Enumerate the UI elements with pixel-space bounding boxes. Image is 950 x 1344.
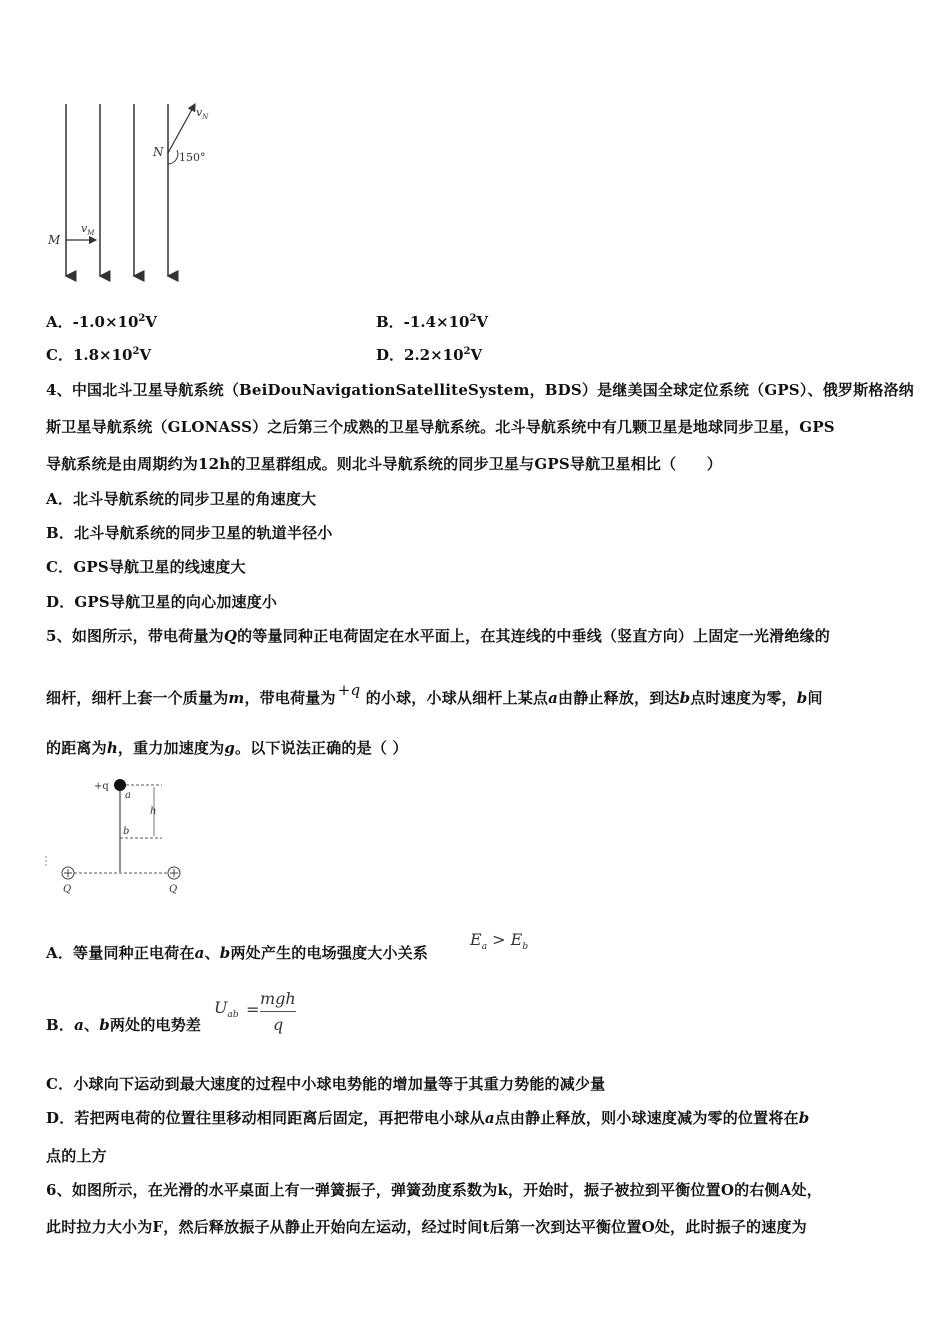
label-q-left: Q [63,884,72,895]
q5-option-d-line1: D．若把两电荷的位置往里移动相同距离后固定，再把带电小球从a点由静止释放，则小球速度减为零的位置将在b [46,1109,810,1127]
q6-stem-line1: 6、如图所示，在光滑的水平桌面上有一弹簧振子，弹簧劲度系数为k，开始时，振子被拉到平衡位置O的右侧A处， [46,1181,822,1199]
label-n: N [153,145,164,159]
q4-stem-line1: 4、中国北斗卫星导航系统（BeiDouNavigationSatelliteSystem，BDS）是继美国全球定位系统（GPS）、俄罗斯格洛纳 [46,381,914,399]
label-b: b [123,826,130,837]
q5-option-d-line2: 点的上方 [46,1147,107,1165]
q5-option-b-numerator: mgh [260,989,296,1008]
q5-rod-figure [44,772,194,898]
label-h: h [150,806,157,817]
q4-stem-line3: 导航系统是由周期约为12h的卫星群组成。则北斗导航系统的同步卫星与GPS导航卫星相比（ ） [46,455,722,473]
q5-stem-line3: 的距离为h，重力加速度为g。以下说法正确的是（ ） [46,739,408,757]
q3-option-b: B．$-1.4\times 10^2V$ [376,313,489,331]
q4-option-b: B．北斗导航系统的同步卫星的轨道半径小 [46,524,333,542]
label-vm: v [81,222,88,235]
label-vm-sub: M [87,229,95,237]
fraction-bar [260,1011,296,1012]
svg-text:vN [196,106,209,121]
q5-option-b-formula: $U_{ab}$ [214,998,239,1021]
q4-option-c: C．GPS导航卫星的线速度大 [46,558,246,576]
q4-option-a: A．北斗导航系统的同步卫星的角速度大 [46,490,317,508]
label-q-right: Q [169,884,178,895]
q4-stem-line2: 斯卫星导航系统（GLONASS）之后第三个成熟的卫星导航系统。北斗导航系统中有几颗卫星是地球同步卫星，GPS [46,418,835,436]
svg-text:vM [81,222,95,237]
q3-option-c: C．$1.8\times 10^2V$ [46,346,152,364]
q5-option-b: B．a、b两处的电势差 [46,1016,202,1034]
q3-option-a: A．$-1.0\times 10^2V$ [46,313,158,331]
q3-field-figure [44,98,234,288]
q5-option-b-eq: = [246,1000,260,1019]
label-angle: 150° [179,151,206,164]
charge-symbol: +q [337,681,361,699]
label-vn-sub: N [202,113,209,121]
q5-option-a: A．等量同种正电荷在a、b两处产生的电场强度大小关系 [46,944,429,962]
label-charge: +q [94,781,109,792]
q5-stem-line1: 5、如图所示，带电荷量为Q的等量同种正电荷固定在水平面上，在其连线的中垂线（竖直方向）上固定一光滑绝缘的 [46,627,830,645]
q5-stem-line2: 细杆，细杆上套一个质量为m，带电荷量为 +q 的小球，小球从细杆上某点a由静止释放，到达b点时速度为零，b间 [46,681,823,707]
angle-arc [168,150,178,164]
q5-option-b-denominator: q [273,1015,284,1034]
q5-option-c: C．小球向下运动到最大速度的过程中小球电势能的增加量等于其重力势能的减少量 [46,1075,606,1093]
label-vn: v [196,106,203,119]
label-m: M [48,233,61,247]
velocity-n-arrow [168,104,195,153]
label-a: a [125,790,131,801]
q3-option-d: D．$2.2\times 10^2V$ [376,346,483,364]
q6-stem-line2: 此时拉力大小为F，然后释放振子从静止开始向左运动，经过时间t后第一次到达平衡位置O处，此时振子的速度为 [46,1218,807,1236]
q4-option-d: D．GPS导航卫星的向心加速度小 [46,593,278,611]
q5-option-a-formula: $E_a > E_b$ [470,930,529,953]
